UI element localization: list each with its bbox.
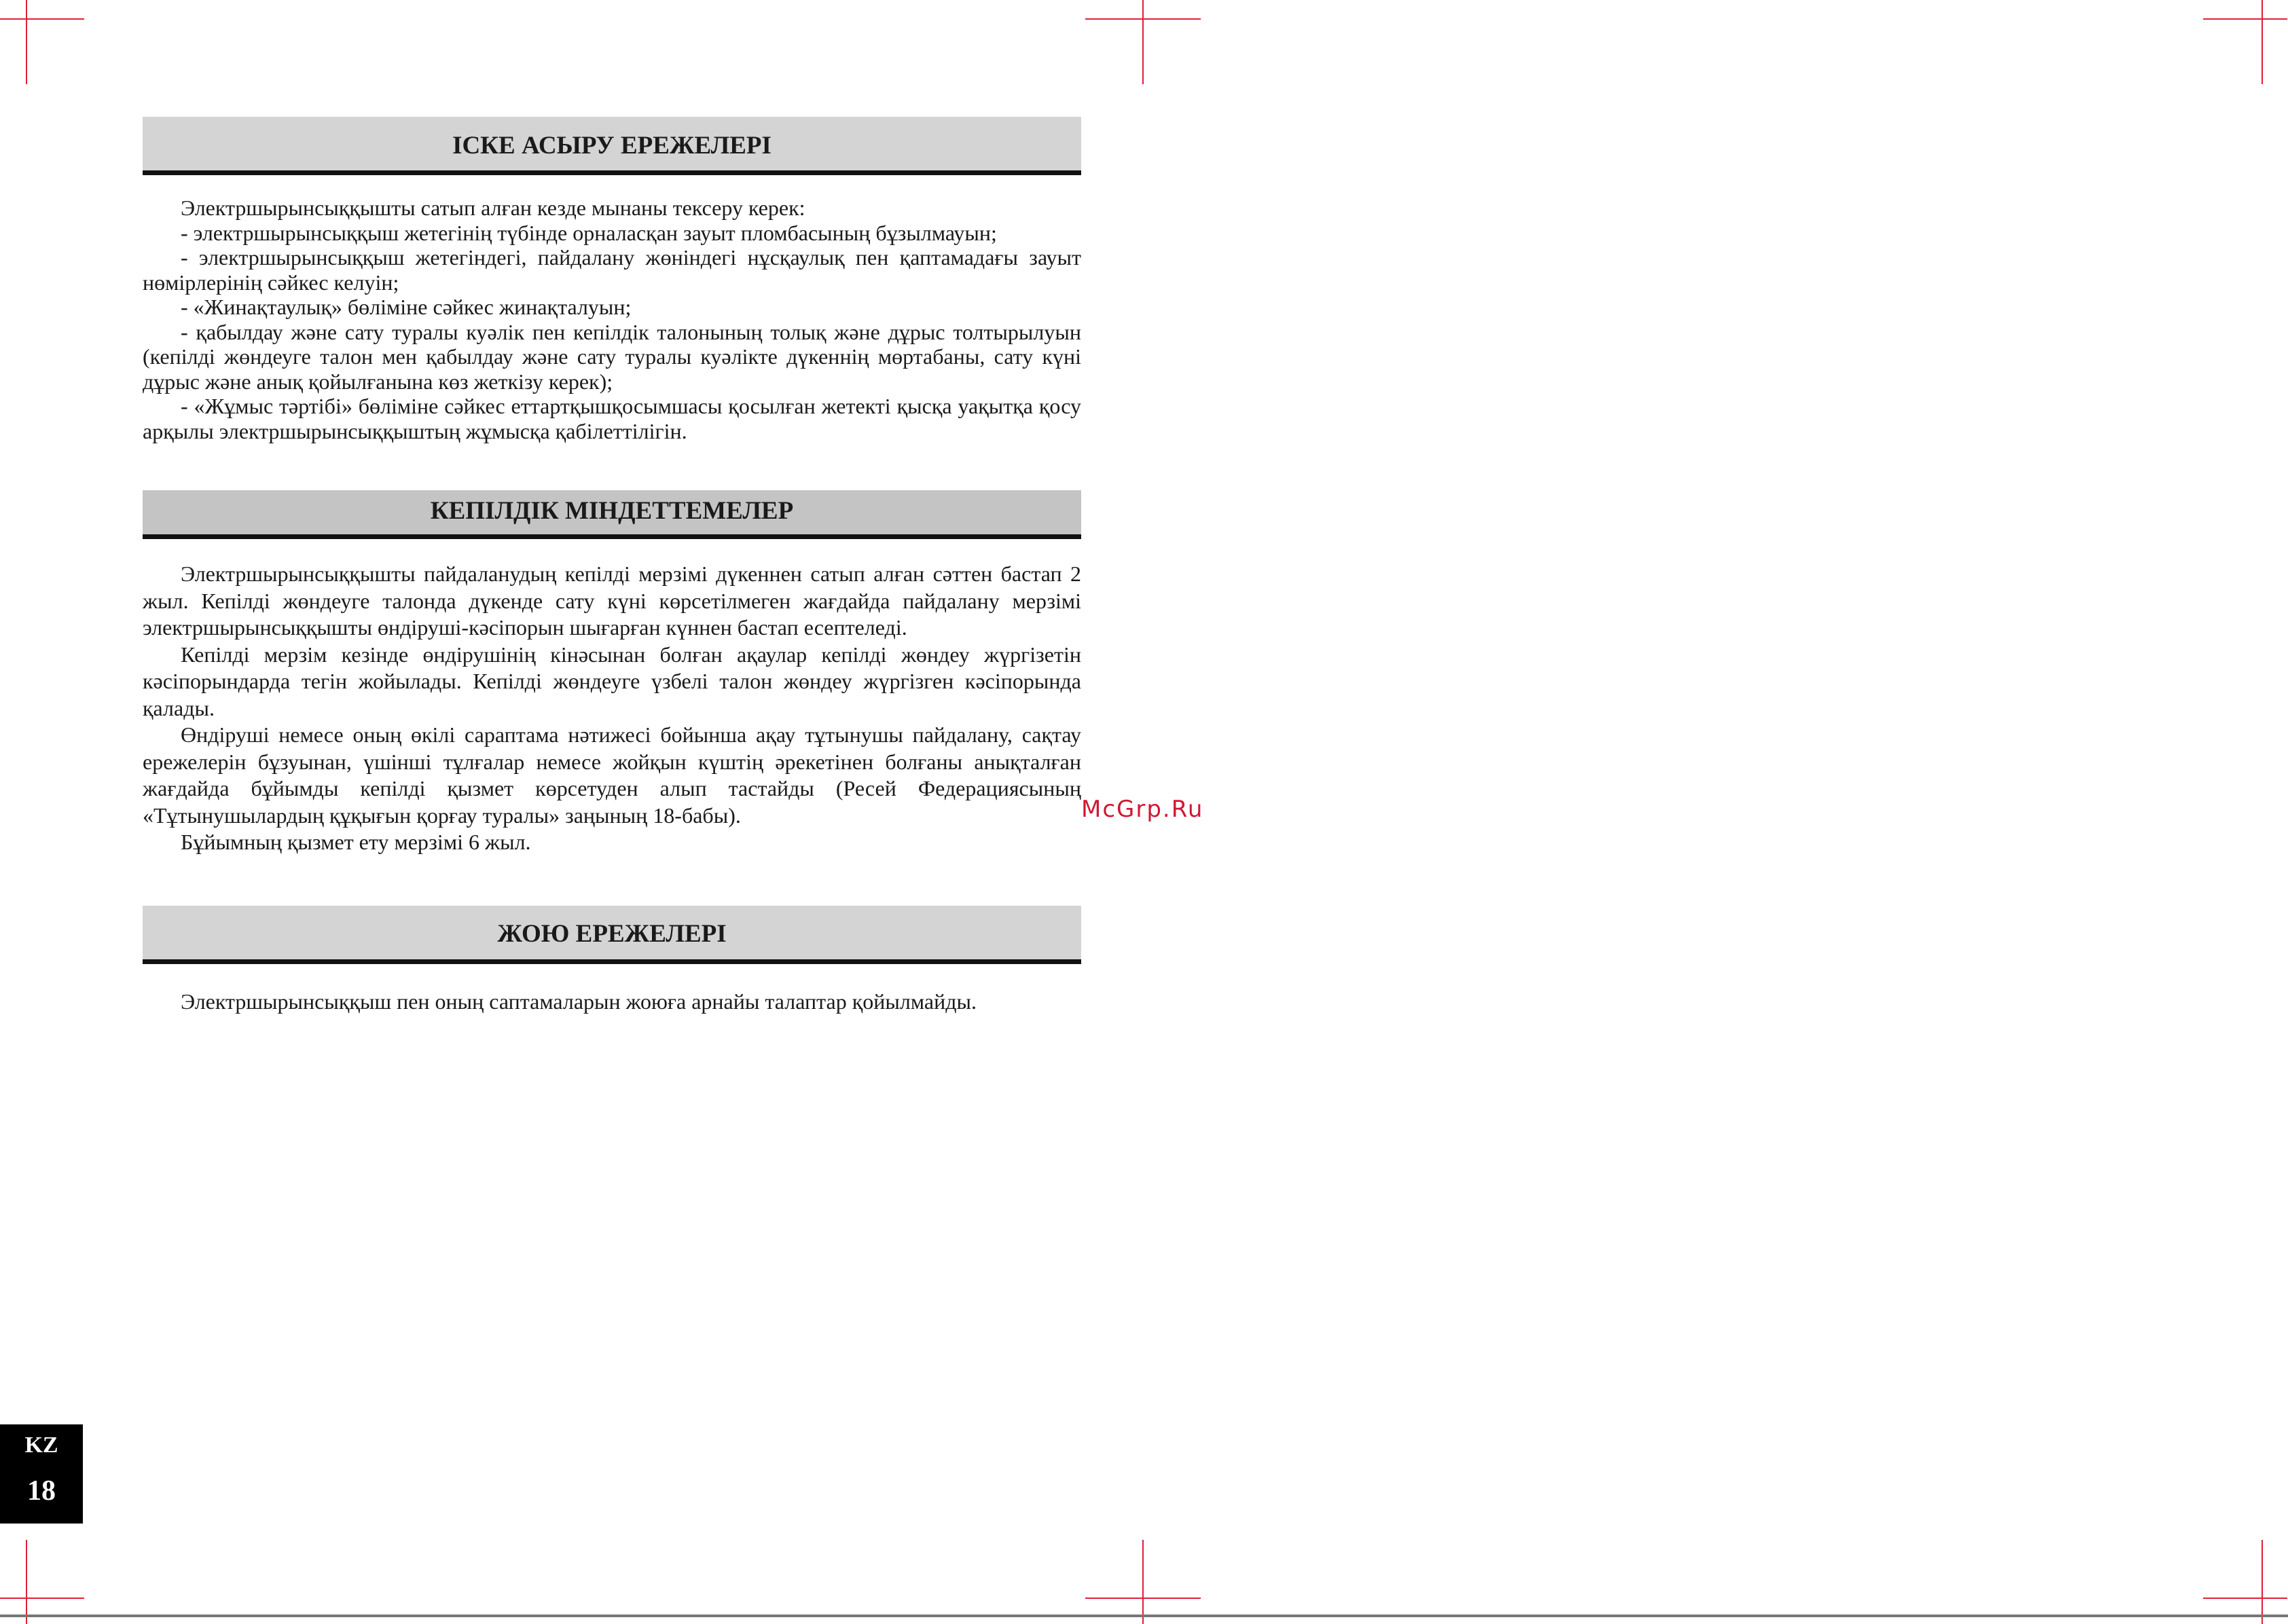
section-title: КЕПІЛДІК МІНДЕТТЕМЕЛЕР bbox=[143, 490, 1081, 539]
section-title: ІСКЕ АСЫРУ ЕРЕЖЕЛЕРІ bbox=[143, 117, 1081, 175]
crop-mark bbox=[2262, 1540, 2263, 1624]
watermark: McGrp.Ru bbox=[1081, 796, 1204, 823]
paragraph: Кепілді мерзім кезінде өндірушінің кінәсынан болған ақаулар кепілді жөндеу жүргізетін кәсіпорындарда тегін жойылады. Кепілді жөндеуге үзбелі талон жөндеу жүргізген кәсіпорында қалады. bbox=[143, 642, 1081, 720]
crop-mark bbox=[1142, 1540, 1144, 1624]
page-number: 18 bbox=[27, 1475, 56, 1507]
crop-mark bbox=[2262, 0, 2263, 84]
section-title: ЖОЮ ЕРЕЖЕЛЕРІ bbox=[143, 906, 1081, 964]
section-body bbox=[143, 989, 1081, 1014]
crop-mark bbox=[2203, 18, 2287, 20]
paragraph: - электршырынсыққыш жетегінің түбінде орналасқан зауыт пломбасының бұзылмауын; bbox=[181, 220, 997, 245]
paragraph: Өндіруші немесе оның өкілі сараптама нәтижесі бойынша ақау тұтынушы пайдалану, сақтау ережелерін бұзуынан, үшінші тұлғалар немесе жойқын күштің әрекетінен болғаны анықталған жағдайда бұйымды кепілді қызмет көрсетуден алып тастайды (Ресей Федерациясының «Тұтынушылардың құқығын қорғау туралы» заңының 18-бабы). bbox=[143, 722, 1081, 828]
language-code: KZ bbox=[24, 1433, 58, 1458]
crop-mark bbox=[1142, 0, 1144, 84]
crop-mark bbox=[0, 18, 84, 20]
paragraph: - қабылдау және сату туралы куәлік пен кепілдік талонының толық және дұрыс толтырылуын (кепілді жөндеуге талон мен қабылдау және сату туралы куәлікте дүкеннің мөртабаны, сату күні дұрыс және анық қойылғанына көз жеткізу керек); bbox=[143, 319, 1081, 394]
bottom-border bbox=[0, 1614, 2288, 1617]
paragraph: - электршырынсыққыш жетегіндегі, пайдалану жөніндегі нұсқаулық пен қаптамадағы зауыт нөмірлерінің сәйкес келуін; bbox=[143, 245, 1081, 295]
paragraph: Электршырынсыққышты сатып алған кезде мынаны тексеру керек: bbox=[181, 196, 805, 220]
crop-mark bbox=[2203, 1598, 2287, 1599]
crop-mark bbox=[0, 1598, 84, 1599]
paragraph: Бұйымның қызмет ету мерзімі 6 жыл. bbox=[181, 830, 531, 854]
paragraph: - «Жинақтаулық» бөліміне сәйкес жинақталуын; bbox=[181, 295, 632, 319]
paragraph: Электршырынсыққыш пен оның саптамаларын жоюға арнайы талаптар қойылмайды. bbox=[181, 989, 977, 1014]
crop-mark bbox=[26, 0, 27, 84]
paragraph: Электршырынсыққышты пайдаланудың кепілді мерзімі дүкеннен сатып алған сәттен бастап 2 жыл. Кепілді жөндеуге талонда дүкенде сату күні көрсетілмеген жағдайда пайдалану мерзімі электршырынсыққышты өндіруші-кәсіпорын шығарған күннен бастап есептеледі. bbox=[143, 561, 1081, 640]
page-badge bbox=[0, 1424, 83, 1524]
section-body bbox=[143, 196, 1081, 443]
crop-mark bbox=[26, 1540, 27, 1624]
paragraph: - «Жұмыс тәртібі» бөліміне сәйкес еттартқышқосымшасы қосылған жетекті қысқа уақытқа қосу арқылы электршырынсыққыштың жұмысқа қабілеттілігін. bbox=[143, 394, 1081, 443]
section-body bbox=[143, 561, 1081, 856]
